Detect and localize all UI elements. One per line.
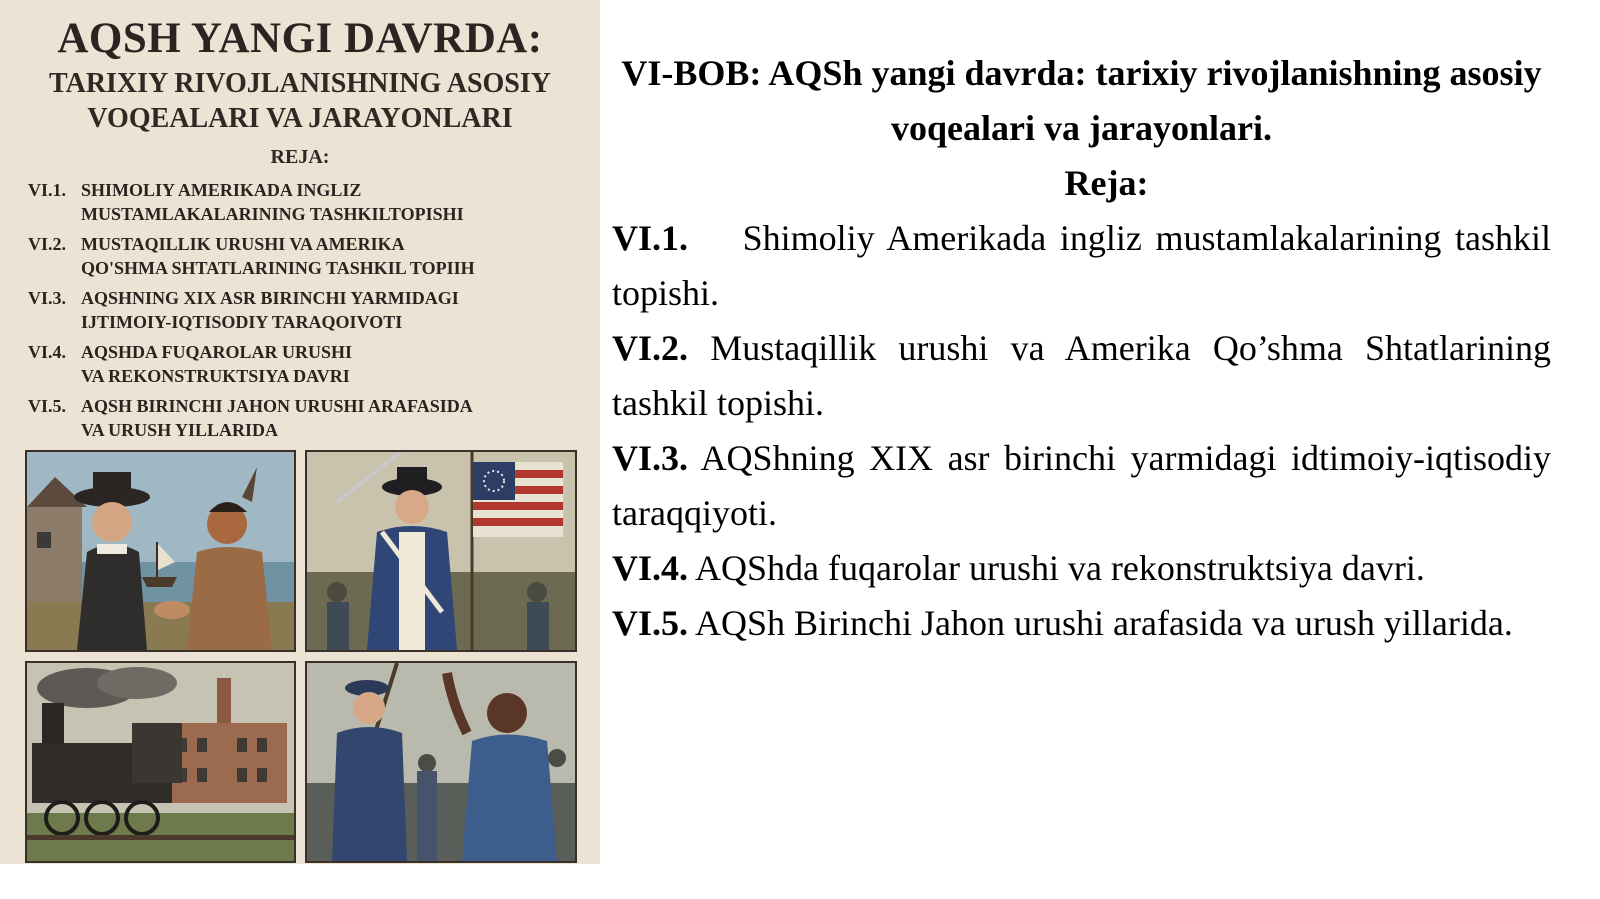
poster-plan-number: VI.5. (28, 396, 67, 416)
plan-item (612, 431, 1551, 541)
plan-item-text: AQShda fuqarolar urushi va rekonstruktsiya davri. (695, 548, 1425, 588)
plan-item (612, 321, 1551, 431)
poster-plan-item (28, 340, 583, 394)
chapter-title: VI-BOB: AQSh yangi davrda: tarixiy rivojlanishning asosiy voqealari va jarayonlari. (621, 53, 1542, 148)
poster-plan-line: AQSHDA FUQAROLAR URUSHI (81, 342, 353, 362)
plan-item-text: Mustaqillik urushi va Amerika Qo’shma Shtatlarining tashkil topishi. (612, 328, 1552, 423)
illustration-industrial-train (25, 661, 296, 863)
plan-item (612, 596, 1551, 651)
plan-heading: Reja: (1064, 163, 1149, 203)
poster-plan-item (28, 286, 583, 340)
poster-reja-heading: REJA: (270, 146, 330, 168)
poster-plan-text (81, 340, 583, 394)
poster-image (0, 0, 600, 864)
poster-plan-item (28, 178, 583, 232)
poster-plan-line: VA URUSH YILLARIDA (81, 420, 279, 440)
plan-item (612, 541, 1551, 596)
poster-plan-line: MUSTAQILLIK URUSHI VA AMERIKA (81, 234, 405, 254)
illustration-colonists-handshake (25, 450, 296, 652)
chapter-content (612, 46, 1551, 651)
poster-title: AQSH YANGI DAVRDA: (57, 15, 543, 62)
plan-item-number: VI.5. (612, 603, 689, 643)
poster-plan-list (28, 178, 583, 448)
illustration-civil-war-soldiers (305, 661, 577, 863)
poster-plan-line: AQSH BIRINCHI JAHON URUSHI ARAFASIDA (81, 396, 473, 416)
plan-item-number: VI.1. (612, 218, 689, 258)
poster-plan-line: MUSTAMLAKALARINING TASHKILTOPISHI (81, 204, 464, 224)
plan-item-number: VI.4. (612, 548, 689, 588)
poster-plan-item (28, 394, 583, 448)
poster-plan-number: VI.3. (28, 288, 67, 308)
poster-plan-text (81, 394, 583, 448)
poster-plan-line: QO'SHMA SHTATLARINING TASHKIL TOPIIH (81, 258, 475, 278)
poster-plan-line: VA REKONSTRUKTSIYA DAVRI (81, 366, 350, 386)
poster-plan-number: VI.1. (28, 180, 67, 200)
poster-plan-text (81, 286, 583, 340)
plan-item-text: Shimoliy Amerikada ingliz mustamlakalarining tashkil topishi. (612, 218, 1552, 313)
poster-plan-text (81, 178, 583, 232)
plan-item-number: VI.3. (612, 438, 689, 478)
plan-item-text: AQShning XIX asr birinchi yarmidagi idtimoiy-iqtisodiy taraqqiyoti. (612, 438, 1552, 533)
poster-plan-line: IJTIMOIY-IQTISODIY TARAQOIVOTI (81, 312, 403, 332)
poster-plan-line: SHIMOLIY AMERIKADA INGLIZ (81, 180, 362, 200)
poster-plan-line: AQSHNING XIX ASR BIRINCHI YARMIDAGI (81, 288, 459, 308)
poster-plan-number: VI.4. (28, 342, 67, 362)
poster-plan-item (28, 232, 583, 286)
poster-plan-number: VI.2. (28, 234, 67, 254)
poster-plan-text (81, 232, 583, 286)
poster-subtitle (20, 66, 580, 136)
plan-item-text: AQSh Birinchi Jahon urushi arafasida va urush yillarida. (695, 603, 1513, 643)
plan-item-number: VI.2. (612, 328, 689, 368)
poster-subtitle-line2: VOQEALARI VA JARAYONLARI (87, 103, 513, 134)
illustration-revolution-officer (305, 450, 577, 652)
plan-item (612, 211, 1551, 321)
poster-subtitle-line1: TARIXIY RIVOJLANISHNING ASOSIY (49, 68, 551, 99)
